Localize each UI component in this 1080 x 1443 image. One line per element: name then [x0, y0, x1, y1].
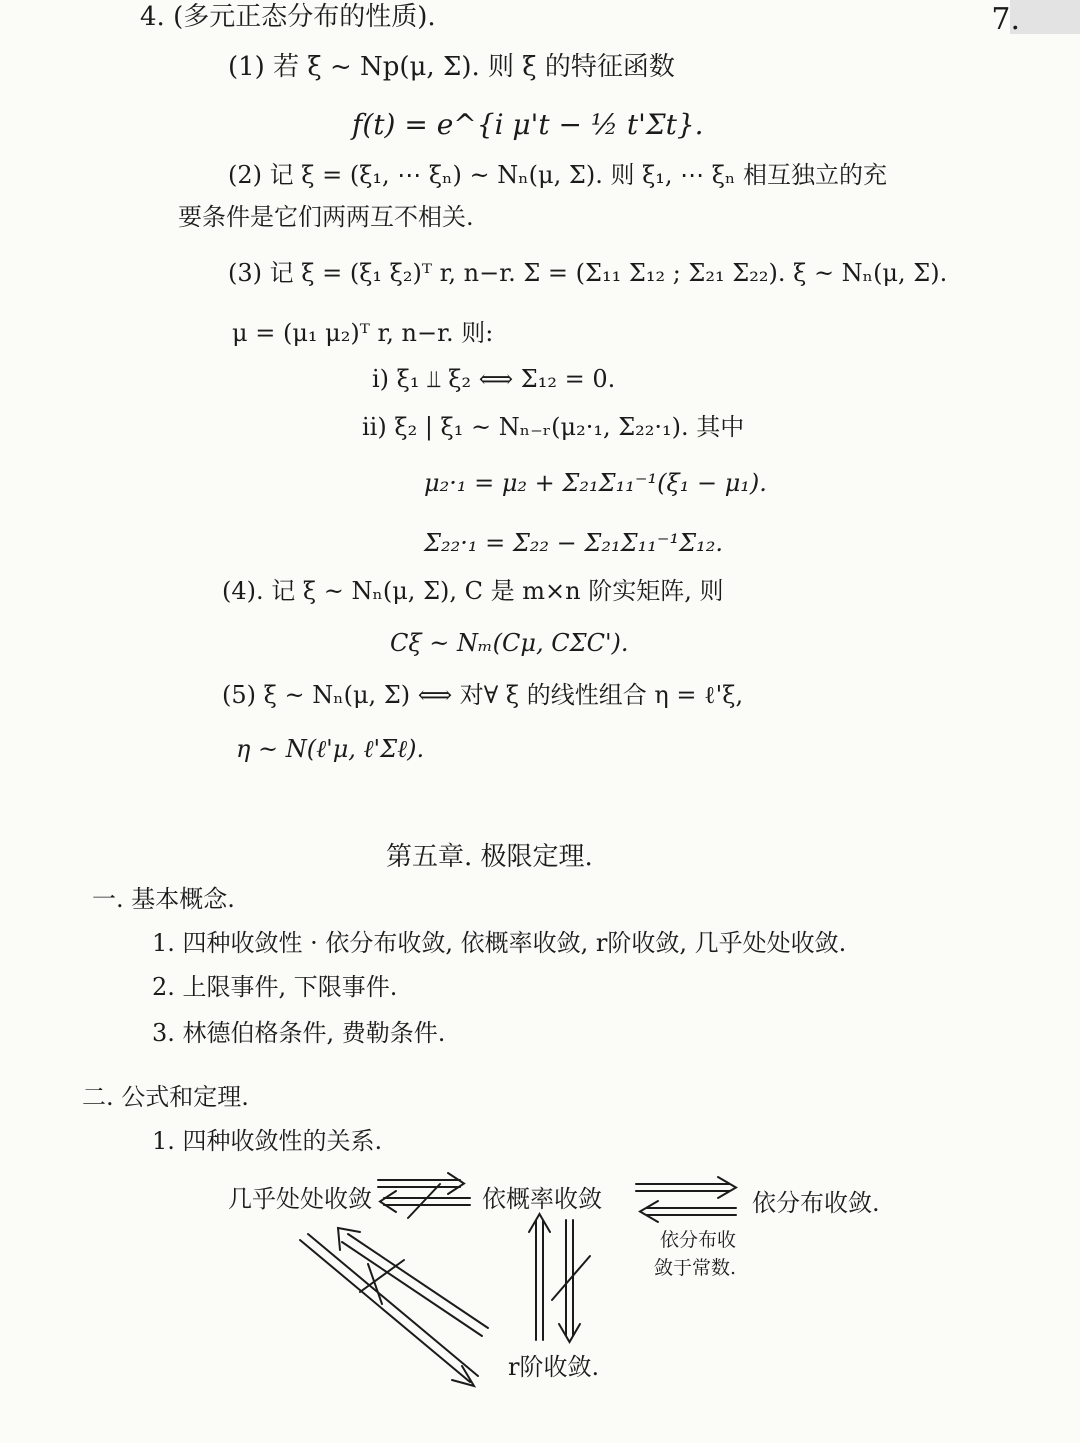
- note-line2: 敛于常数.: [654, 1257, 737, 1279]
- property-3-line1: (3) 记 ξ = (ξ₁ ξ₂)ᵀ r, n−r. Σ = (Σ₁₁ Σ₁₂ ; Σ₂₁ Σ₂₂). ξ ~ Nₙ(μ, Σ).: [228, 259, 948, 287]
- property-3-line2: μ = (μ₁ μ₂)ᵀ r, n−r. 则:: [232, 319, 494, 347]
- property-4-line1: (4). 记 ξ ~ Nₙ(μ, Σ), C 是 m×n 阶实矩阵, 则: [222, 577, 724, 605]
- part2-heading: 二. 公式和定理.: [82, 1083, 249, 1111]
- arrow-prob-to-r-crossed: [552, 1220, 590, 1342]
- page-edge-shadow: [1010, 0, 1080, 34]
- part1-heading: 一. 基本概念.: [92, 885, 235, 913]
- property-5-line1: (5) ξ ~ Nₙ(μ, Σ) ⟺ 对∀ ξ 的线性组合 η = ℓ'ξ,: [222, 681, 744, 709]
- conditional-covariance-formula: Σ₂₂·₁ = Σ₂₂ − Σ₂₁Σ₁₁⁻¹Σ₁₂.: [424, 529, 723, 557]
- arrow-dist-to-prob-conditional: [640, 1201, 736, 1222]
- note-line1: 依分布收: [660, 1229, 737, 1251]
- node-in-probability: 依概率收敛: [482, 1185, 602, 1213]
- node-in-distribution: 依分布收敛.: [752, 1189, 880, 1217]
- chapter-title: 第五章. 极限定理.: [386, 842, 593, 872]
- property-5-line2: η ~ N(ℓ'μ, ℓ'Σℓ).: [236, 735, 425, 763]
- property-2-line1: (2) 记 ξ = (ξ₁, ⋯ ξₙ) ~ Nₙ(μ, Σ). 则 ξ₁, ⋯ ξₙ 相互独立的充: [228, 161, 888, 189]
- arrow-r-to-as-crossed: [338, 1228, 488, 1336]
- node-almost-sure: 几乎处处收敛: [228, 1185, 372, 1213]
- concept-item-2: 2. 上限事件, 下限事件.: [152, 973, 398, 1001]
- theorem-item-1: 1. 四种收敛性的关系.: [152, 1127, 383, 1155]
- property-3-ii: ii) ξ₂ | ξ₁ ~ Nₙ₋ᵣ(μ₂·₁, Σ₂₂·₁). 其中: [362, 413, 745, 441]
- property-1-title: (1) 若 ξ ~ Np(μ, Σ). 则 ξ 的特征函数: [228, 52, 675, 82]
- property-3-i: i) ξ₁ ⫫ ξ₂ ⟺ Σ₁₂ = 0.: [372, 365, 616, 393]
- section-heading: 4. (多元正态分布的性质).: [140, 2, 436, 32]
- property-4-line2: Cξ ~ Nₘ(Cμ, CΣC').: [390, 629, 629, 657]
- arrow-prob-to-dist: [636, 1177, 736, 1198]
- page-number: 7.: [991, 2, 1020, 37]
- characteristic-function-formula: f(t) = e^{i μ't − ½ t'Σt}.: [352, 108, 704, 141]
- node-r-th-mean: r阶收敛.: [508, 1353, 600, 1381]
- concept-item-3: 3. 林德伯格条件, 费勒条件.: [152, 1019, 446, 1047]
- convergence-arrows: [0, 1160, 1080, 1443]
- arrow-r-to-prob: [529, 1214, 550, 1340]
- conditional-mean-formula: μ₂·₁ = μ₂ + Σ₂₁Σ₁₁⁻¹(ξ₁ − μ₁).: [424, 469, 767, 497]
- concept-item-1: 1. 四种收敛性 · 依分布收敛, 依概率收敛, r阶收敛, 几乎处处收敛.: [152, 929, 847, 957]
- property-2-line2: 要条件是它们两两互不相关.: [178, 203, 474, 231]
- arrow-as-to-r-crossed: [300, 1234, 478, 1386]
- arrow-as-to-prob: [378, 1173, 464, 1194]
